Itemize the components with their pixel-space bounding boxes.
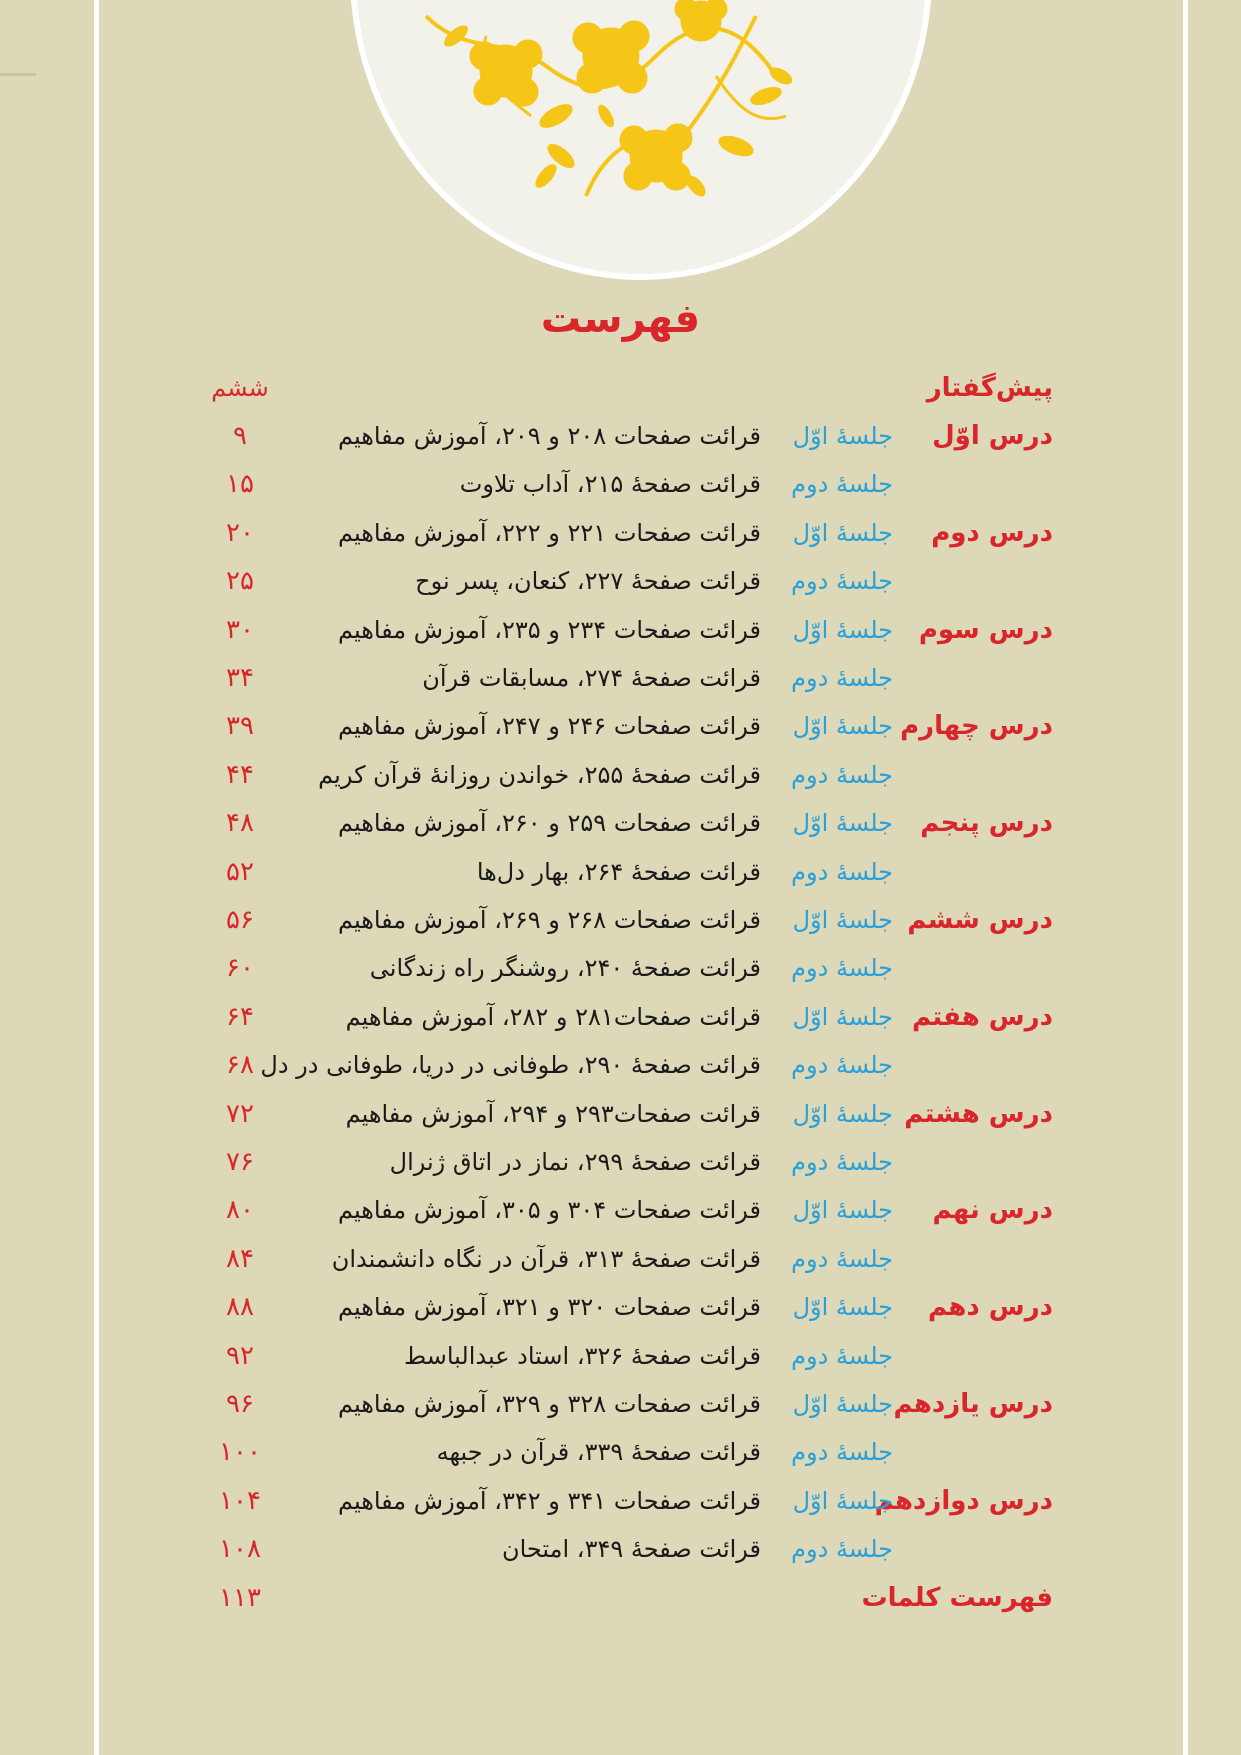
- topic-text: قرائت صفحهٔ ۲۱۵، آداب تلاوت: [459, 470, 761, 499]
- session-label: جلسهٔ اوّل: [792, 1002, 893, 1031]
- session-label: جلسهٔ اوّل: [792, 1099, 893, 1128]
- lesson-title: درس هشتم: [904, 1098, 1053, 1129]
- lesson-title: درس دوازدهم: [874, 1485, 1053, 1516]
- page-number: ۹۲: [226, 1340, 254, 1371]
- lesson-title: درس دوم: [931, 517, 1053, 548]
- session-label: جلسهٔ دوم: [791, 1341, 893, 1370]
- page-number: ۶۸: [226, 1050, 254, 1081]
- session-label: جلسهٔ دوم: [791, 1438, 893, 1467]
- session-label: جلسهٔ اوّل: [792, 1390, 893, 1418]
- lesson-title: درس پنجم: [920, 808, 1053, 839]
- toc-row: [0, 1477, 1241, 1525]
- page-number: ۱۰۰: [219, 1437, 261, 1468]
- toc-row: [0, 557, 1241, 605]
- topic-text: قرائت صفحهٔ ۲۹۰، طوفانی در دریا، طوفانی در دل: [260, 1051, 761, 1080]
- page-number: ۳۴: [226, 663, 254, 693]
- lesson-title: فهرست کلمات: [861, 1582, 1053, 1613]
- page-number: ۳۰: [226, 614, 254, 645]
- toc-row: [0, 1332, 1241, 1380]
- topic-text: قرائت صفحات۲۸۱ و ۲۸۲، آموزش مفاهیم: [345, 1002, 761, 1031]
- toc-row: [0, 896, 1241, 944]
- toc-row: [0, 509, 1241, 557]
- topic-text: قرائت صفحهٔ ۲۶۴، بهار دل‌ها: [476, 857, 761, 886]
- topic-text: قرائت صفحهٔ ۳۳۹، قرآن در جبهه: [436, 1438, 761, 1467]
- toc-row: [0, 1574, 1241, 1622]
- topic-text: قرائت صفحهٔ ۲۹۹، نماز در اتاق ژنرال: [389, 1148, 761, 1176]
- page-number: ۱۱۳: [219, 1582, 261, 1613]
- topic-text: قرائت صفحات ۲۶۸ و ۲۶۹، آموزش مفاهیم: [337, 906, 761, 934]
- topic-text: قرائت صفحهٔ ۲۴۰، روشنگر راه زندگانی: [369, 954, 761, 983]
- topic-text: قرائت صفحات ۲۰۸ و ۲۰۹، آموزش مفاهیم: [337, 422, 761, 450]
- page-number: ۹۶: [226, 1389, 254, 1419]
- preface-label: پیش‌گفتار: [926, 373, 1053, 403]
- page-number: ۵۲: [226, 856, 254, 887]
- topic-text: قرائت صفحات ۲۵۹ و ۲۶۰، آموزش مفاهیم: [337, 809, 761, 838]
- session-label: جلسهٔ اوّل: [792, 809, 893, 838]
- topic-text: قرائت صفحهٔ ۳۱۳، قرآن در نگاه دانشمندان: [331, 1244, 761, 1273]
- toc-row: [0, 606, 1241, 654]
- page-number: ۶۰: [226, 953, 254, 984]
- session-label: جلسهٔ دوم: [791, 857, 893, 886]
- page-number: ۸۸: [226, 1292, 254, 1323]
- lesson-title: درس ششم: [907, 905, 1053, 935]
- lesson-title: درس نهم: [932, 1195, 1053, 1226]
- topic-text: قرائت صفحات ۳۰۴ و ۳۰۵، آموزش مفاهیم: [337, 1196, 761, 1225]
- topic-text: قرائت صفحات ۲۳۴ و ۲۳۵، آموزش مفاهیم: [337, 615, 761, 644]
- toc-row: [0, 1283, 1241, 1331]
- page-number: ۹: [233, 421, 247, 451]
- topic-text: قرائت صفحات ۳۲۰ و ۳۲۱، آموزش مفاهیم: [337, 1293, 761, 1322]
- lesson-title: درس هفتم: [912, 1001, 1053, 1032]
- lesson-title: درس دهم: [928, 1292, 1053, 1323]
- topic-text: قرائت صفحهٔ ۲۵۵، خواندن روزانهٔ قرآن کریم: [318, 760, 761, 789]
- toc-row: [0, 1090, 1241, 1138]
- toc-row: [0, 1186, 1241, 1234]
- topic-text: قرائت صفحهٔ ۲۷۴، مسابقات قرآن: [422, 664, 761, 692]
- page-number: ۱۰۴: [219, 1485, 261, 1516]
- lesson-title: درس اوّل: [932, 421, 1053, 451]
- page-number: ۴۴: [226, 759, 254, 790]
- session-label: جلسهٔ دوم: [791, 1244, 893, 1273]
- session-label: جلسهٔ دوم: [791, 1535, 893, 1564]
- toc-row: [0, 993, 1241, 1041]
- session-label: جلسهٔ اوّل: [792, 615, 893, 644]
- toc-row: [0, 460, 1241, 508]
- page-number: ۶۴: [226, 1001, 254, 1032]
- toc-row: [0, 1525, 1241, 1573]
- toc-row: [0, 799, 1241, 847]
- header-row: [0, 364, 1241, 412]
- page-number: ۵۶: [226, 905, 254, 935]
- session-label: جلسهٔ دوم: [791, 954, 893, 983]
- page-number: ۲۰: [226, 517, 254, 548]
- page-number: ۲۵: [226, 566, 254, 597]
- lesson-title: درس سوم: [918, 614, 1053, 645]
- session-label: جلسهٔ اوّل: [792, 422, 893, 450]
- session-label: جلسهٔ دوم: [791, 470, 893, 499]
- page-number: ۷۶: [226, 1147, 254, 1177]
- topic-text: قرائت صفحات۲۹۳ و ۲۹۴، آموزش مفاهیم: [345, 1099, 761, 1128]
- toc-row: [0, 702, 1241, 750]
- session-label: جلسهٔ دوم: [791, 1148, 893, 1176]
- page-number: ۱۵: [226, 469, 254, 500]
- session-label: جلسهٔ اوّل: [792, 1196, 893, 1225]
- page-number: ۱۰۸: [219, 1534, 261, 1565]
- session-label: جلسهٔ اوّل: [792, 906, 893, 934]
- topic-text: قرائت صفحهٔ ۳۲۶، استاد عبدالباسط: [403, 1341, 761, 1370]
- session-label: جلسهٔ دوم: [791, 1051, 893, 1080]
- session-label: جلسهٔ اوّل: [792, 1486, 893, 1515]
- grade-label: ششم: [211, 374, 269, 402]
- session-label: جلسهٔ اوّل: [792, 518, 893, 547]
- session-label: جلسهٔ دوم: [791, 760, 893, 789]
- toc-row: [0, 412, 1241, 460]
- toc-row: [0, 654, 1241, 702]
- topic-text: قرائت صفحات ۲۴۶ و ۲۴۷، آموزش مفاهیم: [337, 712, 761, 741]
- toc-row: [0, 751, 1241, 799]
- page-number: ۴۸: [226, 808, 254, 839]
- page-number: ۷۲: [226, 1098, 254, 1129]
- page-number: ۳۹: [226, 711, 254, 742]
- lesson-title: درس چهارم: [900, 711, 1053, 742]
- toc-row: [0, 1235, 1241, 1283]
- toc-row: [0, 848, 1241, 896]
- page-title: فهرست: [540, 296, 701, 342]
- page-number: ۸۴: [226, 1243, 254, 1274]
- topic-text: قرائت صفحهٔ ۲۲۷، کنعان، پسر نوح: [415, 567, 761, 596]
- toc-row: [0, 1041, 1241, 1089]
- session-label: جلسهٔ اوّل: [792, 712, 893, 741]
- topic-text: قرائت صفحات ۳۴۱ و ۳۴۲، آموزش مفاهیم: [337, 1486, 761, 1515]
- lesson-title: درس یازدهم: [893, 1389, 1053, 1419]
- session-label: جلسهٔ اوّل: [792, 1293, 893, 1322]
- topic-text: قرائت صفحات ۳۲۸ و ۳۲۹، آموزش مفاهیم: [337, 1390, 761, 1418]
- toc-row: [0, 1138, 1241, 1186]
- session-label: جلسهٔ دوم: [791, 567, 893, 596]
- toc-row: [0, 1428, 1241, 1476]
- topic-text: قرائت صفحهٔ ۳۴۹، امتحان: [501, 1535, 761, 1564]
- topic-text: قرائت صفحات ۲۲۱ و ۲۲۲، آموزش مفاهیم: [337, 518, 761, 547]
- page-number: ۸۰: [226, 1195, 254, 1226]
- session-label: جلسهٔ دوم: [791, 664, 893, 692]
- toc-row: [0, 944, 1241, 992]
- toc-row: [0, 1380, 1241, 1428]
